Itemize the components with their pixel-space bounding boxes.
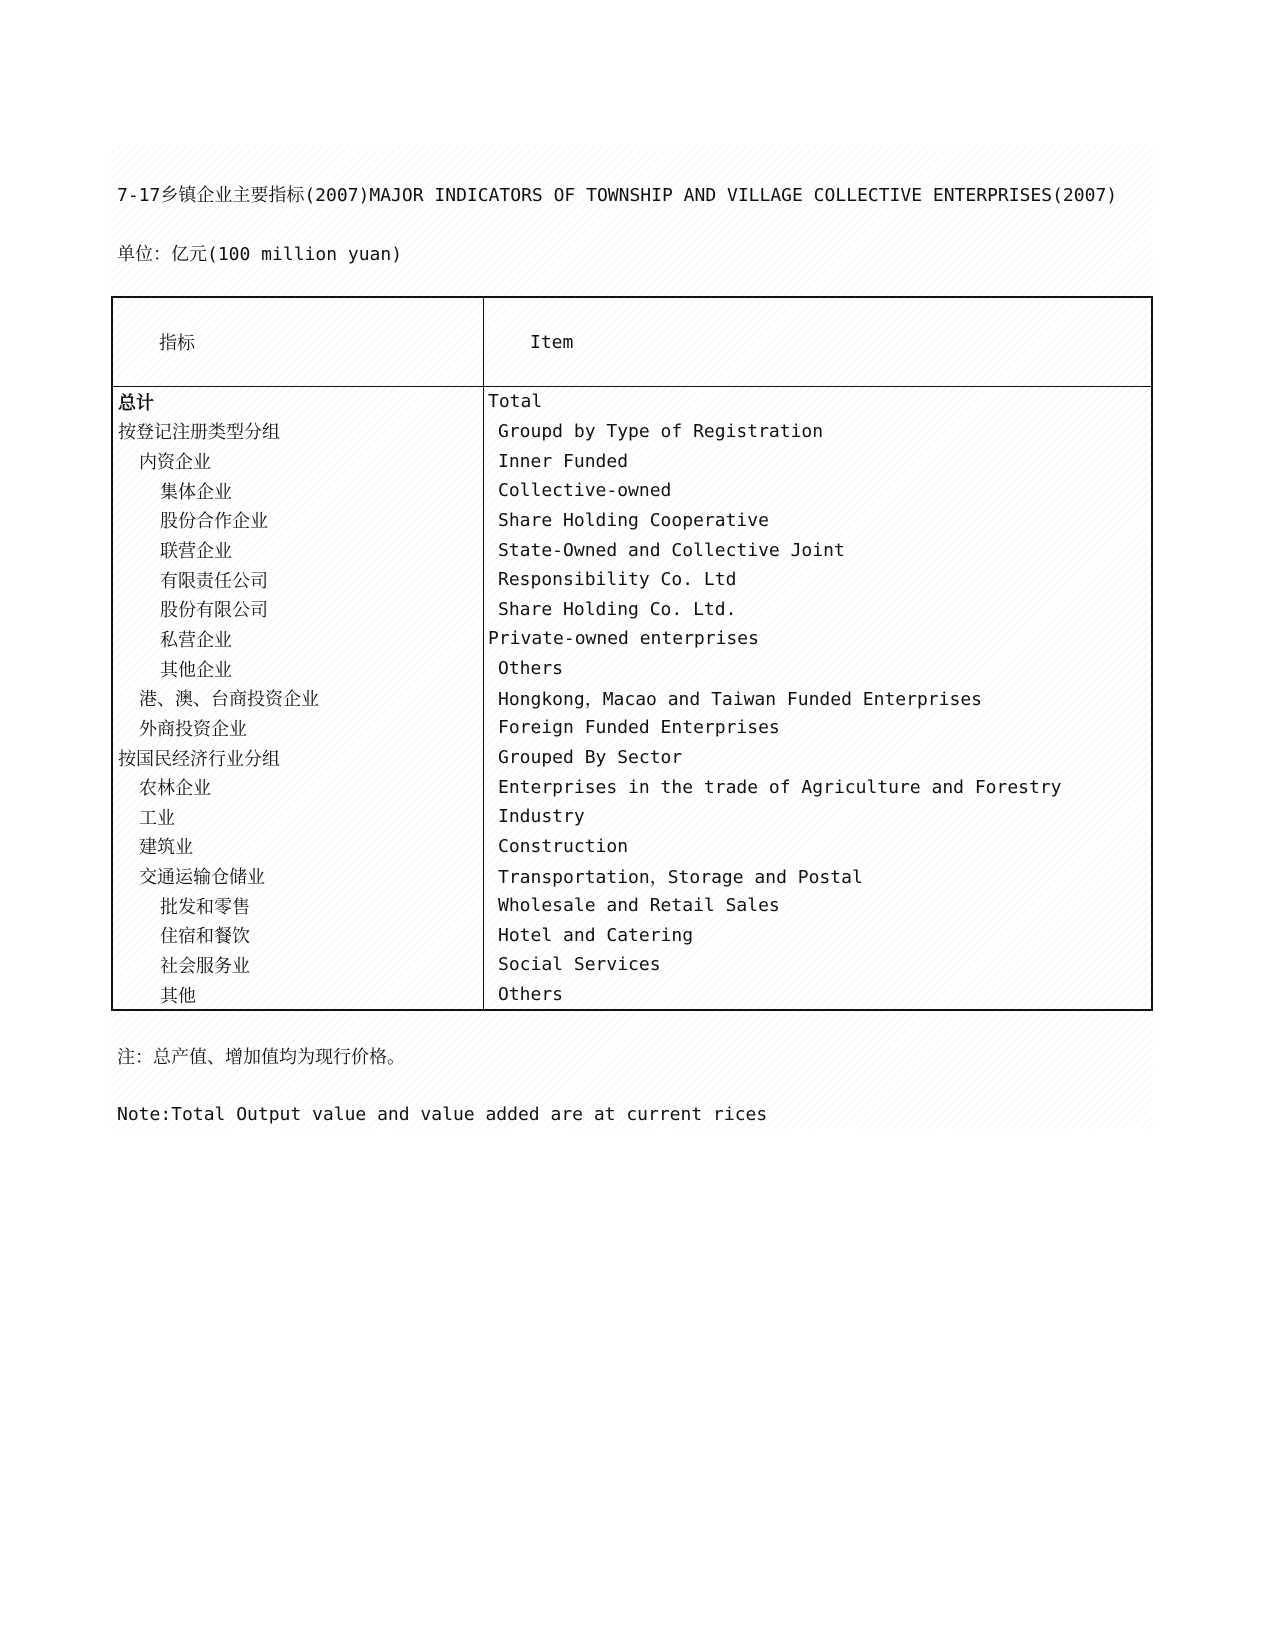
row-label-zh: 社会服务业 [112, 950, 484, 980]
row-label-zh: 建筑业 [112, 832, 484, 862]
row-label-en: Foreign Funded Enterprises [498, 717, 780, 739]
row-label-zh: 工业 [112, 802, 484, 832]
table-row [112, 594, 1152, 624]
row-label-zh: 住宿和餐饮 [112, 921, 484, 951]
table-row [112, 624, 1152, 654]
row-label-zh: 股份合作企业 [112, 506, 484, 536]
row-label-en: Grouped By Sector [498, 747, 683, 768]
table-row [112, 921, 1152, 951]
row-label-en: Inner Funded [498, 450, 629, 472]
row-label-zh: 总计 [112, 387, 484, 417]
row-label-en: Collective-owned [498, 480, 672, 502]
table-row [112, 476, 1152, 506]
row-label-zh: 有限责任公司 [112, 565, 484, 595]
header-zh: 指标 [112, 297, 484, 387]
row-label-en: Private-owned enterprises [488, 628, 759, 650]
table-row [112, 743, 1152, 773]
row-label-en: Share Holding Cooperative [498, 509, 769, 531]
table-row [112, 387, 1152, 417]
footnote-en: Note:Total Output value and value added are at current rices [117, 1104, 768, 1125]
row-label-en: Construction [498, 835, 629, 857]
table-row [112, 654, 1152, 684]
table-row [112, 891, 1152, 921]
unit-label: 单位：亿元(100 million yuan) [117, 244, 403, 265]
row-label-en: Hongkong，Macao and Taiwan Funded Enterprises [498, 689, 982, 711]
row-label-zh: 其他企业 [112, 654, 484, 684]
row-label-zh: 农林企业 [112, 772, 484, 802]
row-label-en: Industry [498, 806, 585, 828]
row-label-en: Total [488, 391, 543, 413]
table-header-row [112, 297, 1152, 387]
row-label-zh: 股份有限公司 [112, 594, 484, 624]
row-label-zh: 港、澳、台商投资企业 [112, 683, 484, 713]
row-label-zh: 联营企业 [112, 535, 484, 565]
row-label-zh: 其他 [112, 980, 484, 1011]
indicators-table [111, 296, 1153, 1011]
table-row [112, 683, 1152, 713]
footnote-zh: 注：总产值、增加值均为现行价格。 [117, 1047, 405, 1068]
row-label-en: Transportation，Storage and Postal [498, 867, 863, 889]
table-row [112, 713, 1152, 743]
table-row [112, 446, 1152, 476]
row-label-zh: 按登记注册类型分组 [112, 417, 484, 447]
table-row [112, 417, 1152, 447]
row-label-zh: 交通运输仓储业 [112, 861, 484, 891]
table-row [112, 772, 1152, 802]
row-label-en: Share Holding Co. Ltd. [498, 598, 737, 620]
row-label-en: Hotel and Catering [498, 924, 694, 946]
row-label-en: Others [498, 984, 564, 1006]
page-title: 7-17乡镇企业主要指标(2007)MAJOR INDICATORS OF TOWNSHIP AND VILLAGE COLLECTIVE ENTERPRISES(2007) [117, 185, 1118, 206]
table-row [112, 565, 1152, 595]
row-label-en: Groupd by Type of Registration [498, 420, 824, 442]
table-row [112, 802, 1152, 832]
table-row [112, 535, 1152, 565]
table-row [112, 506, 1152, 536]
row-label-en: Enterprises in the trade of Agriculture and Forestry [498, 776, 1062, 798]
row-label-en: Responsibility Co. Ltd [498, 569, 737, 591]
header-en: Item [484, 297, 1153, 387]
table-row [112, 950, 1152, 980]
table-row [112, 980, 1152, 1011]
row-label-zh: 外商投资企业 [112, 713, 484, 743]
table-row [112, 861, 1152, 891]
row-label-zh: 批发和零售 [112, 891, 484, 921]
row-label-en: State-Owned and Collective Joint [498, 539, 845, 561]
row-label-en: Social Services [498, 954, 661, 976]
row-label-en: Others [498, 658, 564, 680]
row-label-zh: 内资企业 [112, 446, 484, 476]
table-row [112, 832, 1152, 862]
row-label-zh: 私营企业 [112, 624, 484, 654]
row-label-en: Wholesale and Retail Sales [498, 895, 780, 917]
row-label-zh: 按国民经济行业分组 [112, 743, 484, 773]
row-label-zh: 集体企业 [112, 476, 484, 506]
